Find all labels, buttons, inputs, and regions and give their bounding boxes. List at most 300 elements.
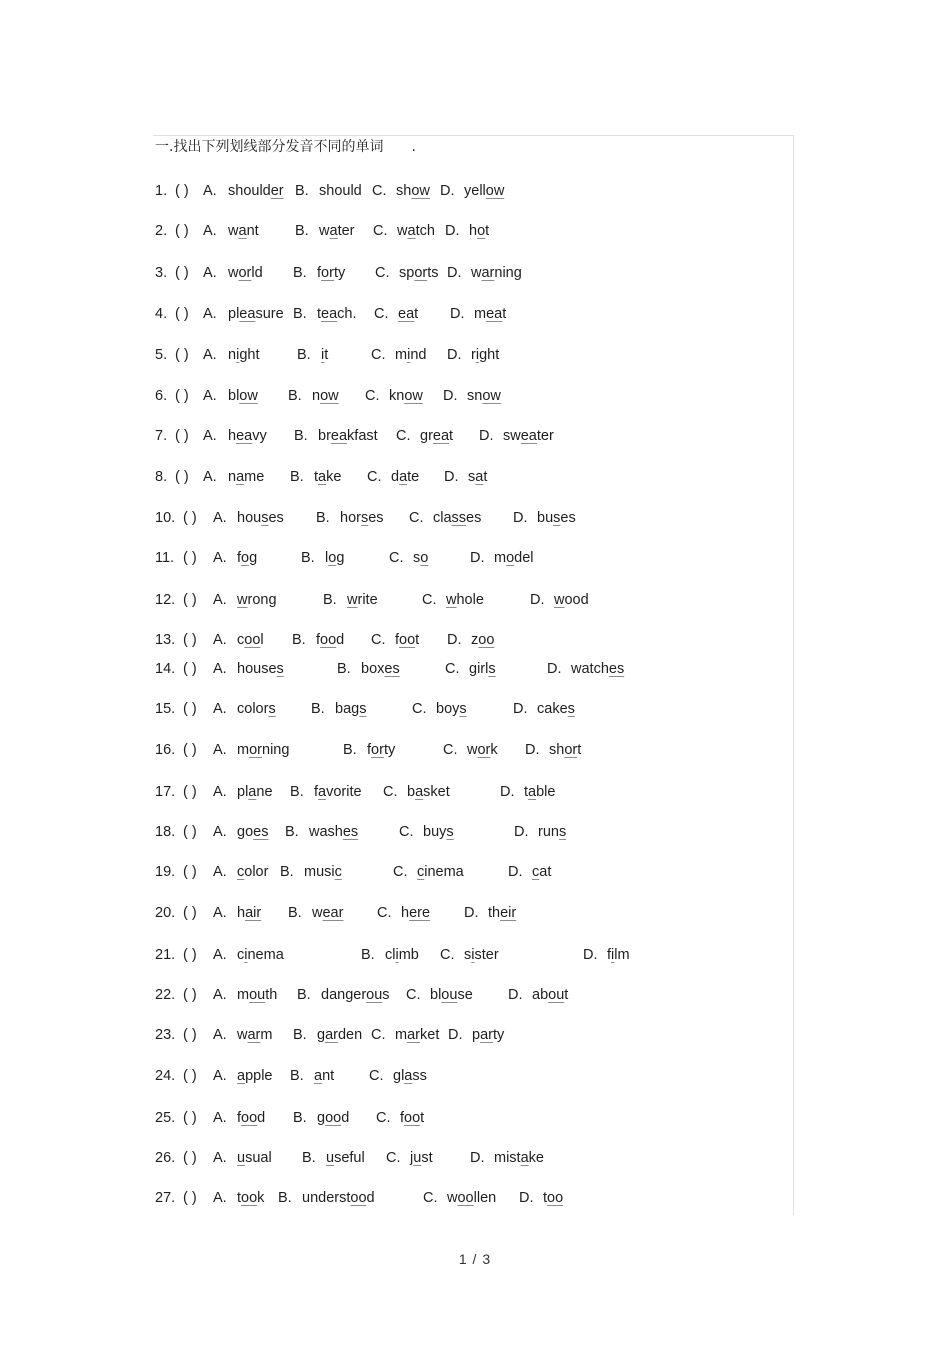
option-word bbox=[237, 985, 277, 1005]
word-part: d bbox=[366, 1190, 375, 1206]
option-letter: B. bbox=[301, 550, 315, 566]
underlined-part: u bbox=[326, 1150, 335, 1166]
option-word bbox=[319, 181, 362, 201]
answer-blank: ( ) bbox=[183, 784, 197, 800]
word-part: d bbox=[257, 1110, 266, 1126]
underlined-part: es bbox=[384, 661, 400, 677]
answer-blank: ( ) bbox=[183, 987, 197, 1003]
word-part: c bbox=[237, 947, 245, 963]
question-number: 27. bbox=[155, 1190, 176, 1206]
option-letter: C. bbox=[440, 947, 455, 963]
option-word bbox=[469, 221, 489, 241]
word-part: cake bbox=[537, 701, 568, 717]
section-heading bbox=[155, 138, 416, 156]
option-word bbox=[318, 426, 378, 446]
option-letter: C. bbox=[371, 632, 386, 648]
option-letter: D. bbox=[500, 784, 515, 800]
word-part: w bbox=[447, 1190, 458, 1206]
option-word bbox=[228, 181, 284, 201]
word-part: es bbox=[466, 510, 482, 526]
option-word bbox=[389, 386, 423, 406]
answer-blank: ( ) bbox=[175, 223, 189, 239]
option-letter: D. bbox=[525, 742, 540, 758]
option-letter: C. bbox=[389, 550, 404, 566]
option-letter: A. bbox=[213, 632, 227, 648]
word-part: ts bbox=[427, 265, 439, 281]
option-word bbox=[420, 426, 453, 446]
word-part: pl bbox=[228, 306, 240, 322]
underlined-part: or bbox=[414, 265, 428, 281]
underlined-part: c bbox=[417, 864, 425, 880]
option-letter: C. bbox=[367, 469, 382, 485]
option-word bbox=[317, 304, 357, 324]
option-letter: B. bbox=[297, 347, 311, 363]
option-word bbox=[237, 1148, 272, 1168]
option-letter: B. bbox=[293, 306, 307, 322]
word-part: ght bbox=[479, 347, 500, 363]
question-number: 17. bbox=[155, 784, 176, 800]
word-part: f bbox=[317, 265, 322, 281]
option-letter: C. bbox=[422, 592, 437, 608]
option-letter: D. bbox=[547, 661, 562, 677]
option-word bbox=[237, 822, 268, 842]
word-part: ter bbox=[337, 223, 355, 239]
option-letter: A. bbox=[213, 592, 227, 608]
word-part: cla bbox=[433, 510, 452, 526]
underlined-part: s bbox=[553, 510, 561, 526]
option-word bbox=[237, 782, 273, 802]
word-part: cl bbox=[385, 947, 396, 963]
underlined-part: i bbox=[395, 947, 399, 963]
option-word bbox=[385, 945, 419, 965]
word-part: w bbox=[471, 265, 482, 281]
word-part: es bbox=[560, 510, 576, 526]
word-part: n bbox=[228, 469, 237, 485]
word-part: s bbox=[468, 469, 476, 485]
word-part: t bbox=[483, 469, 488, 485]
underlined-part: eir bbox=[500, 905, 517, 921]
underlined-part: a bbox=[407, 223, 416, 239]
option-word bbox=[325, 548, 344, 568]
word-part: sw bbox=[503, 428, 521, 444]
underlined-part: a bbox=[236, 469, 245, 485]
word-part: sh bbox=[549, 742, 565, 758]
word-part: n bbox=[228, 347, 237, 363]
underlined-part: i bbox=[611, 947, 615, 963]
answer-blank: ( ) bbox=[183, 661, 197, 677]
underlined-part: ou bbox=[441, 987, 458, 1003]
answer-blank: ( ) bbox=[183, 1068, 197, 1084]
underlined-part: a bbox=[329, 223, 338, 239]
underlined-part: i bbox=[475, 347, 480, 363]
option-word bbox=[413, 548, 428, 568]
word-part: t bbox=[414, 306, 419, 322]
option-word bbox=[321, 345, 328, 365]
option-word bbox=[469, 659, 496, 679]
answer-blank: ( ) bbox=[183, 947, 197, 963]
option-letter: A. bbox=[213, 1190, 227, 1206]
word-part: del bbox=[514, 550, 534, 566]
underlined-part: a bbox=[404, 1068, 413, 1084]
answer-blank: ( ) bbox=[183, 1110, 197, 1126]
option-word bbox=[524, 782, 555, 802]
answer-blank: ( ) bbox=[175, 306, 189, 322]
word-part: st bbox=[421, 1150, 433, 1166]
word-part: hole bbox=[456, 592, 484, 608]
word-part: g bbox=[317, 1110, 326, 1126]
word-part: th bbox=[488, 905, 501, 921]
word-part: w bbox=[319, 223, 330, 239]
underlined-part: i bbox=[236, 347, 240, 363]
option-word bbox=[554, 590, 589, 610]
word-part: d bbox=[336, 632, 345, 648]
option-word bbox=[361, 659, 400, 679]
question-number: 13. bbox=[155, 632, 176, 648]
underlined-part: ear bbox=[322, 905, 344, 921]
underlined-part: a bbox=[248, 784, 257, 800]
word-part: w bbox=[312, 905, 323, 921]
option-word bbox=[543, 1188, 563, 1208]
option-word bbox=[367, 740, 395, 760]
option-word bbox=[237, 548, 257, 568]
option-word bbox=[228, 263, 263, 283]
underlined-part: oo bbox=[457, 1190, 474, 1206]
underlined-part: oo bbox=[320, 632, 337, 648]
word-part: buy bbox=[423, 824, 447, 840]
underlined-part: ea bbox=[432, 428, 450, 444]
word-part: ble bbox=[536, 784, 556, 800]
option-letter: A. bbox=[213, 1068, 227, 1084]
word-part: t bbox=[237, 1190, 242, 1206]
option-word bbox=[237, 903, 261, 923]
option-letter: D. bbox=[514, 824, 529, 840]
option-word bbox=[228, 467, 264, 487]
word-part: ty bbox=[333, 265, 346, 281]
option-word bbox=[607, 945, 630, 965]
option-word bbox=[532, 985, 568, 1005]
underlined-part: ea bbox=[398, 306, 415, 322]
underlined-part: or bbox=[321, 265, 334, 281]
option-word bbox=[228, 221, 259, 241]
option-letter: B. bbox=[290, 469, 304, 485]
word-part: t bbox=[324, 347, 329, 363]
word-part: wash bbox=[309, 824, 343, 840]
option-letter: B. bbox=[295, 223, 309, 239]
option-letter: A. bbox=[213, 1027, 227, 1043]
underlined-part: ea bbox=[520, 428, 537, 444]
option-word bbox=[228, 386, 258, 406]
underlined-part: or bbox=[238, 265, 252, 281]
option-letter: C. bbox=[445, 661, 460, 677]
word-part: f bbox=[237, 1110, 242, 1126]
question-number: 12. bbox=[155, 592, 176, 608]
underlined-part: ow bbox=[482, 388, 501, 404]
option-letter: C. bbox=[371, 347, 386, 363]
option-letter: C. bbox=[399, 824, 414, 840]
option-word bbox=[228, 426, 267, 446]
underlined-part: o bbox=[477, 223, 486, 239]
answer-blank: ( ) bbox=[183, 701, 197, 717]
option-letter: A. bbox=[203, 306, 217, 322]
underlined-part: ea bbox=[236, 428, 253, 444]
option-word bbox=[467, 386, 501, 406]
option-word bbox=[471, 630, 494, 650]
option-letter: B. bbox=[295, 183, 309, 199]
word-part: den bbox=[337, 1027, 363, 1043]
option-letter: D. bbox=[513, 701, 528, 717]
option-letter: B. bbox=[316, 510, 330, 526]
word-part: kn bbox=[389, 388, 405, 404]
option-letter: D. bbox=[447, 632, 462, 648]
option-word bbox=[436, 699, 467, 719]
section-title-dot: . bbox=[411, 139, 416, 155]
underlined-part: w bbox=[347, 592, 358, 608]
word-part: h bbox=[469, 223, 478, 239]
question-number: 5. bbox=[155, 347, 168, 363]
underlined-part: oo bbox=[350, 1190, 367, 1206]
option-letter: D. bbox=[443, 388, 458, 404]
word-part: go bbox=[237, 824, 254, 840]
option-word bbox=[237, 590, 277, 610]
option-word bbox=[395, 345, 426, 365]
option-letter: D. bbox=[447, 347, 462, 363]
word-part: c bbox=[237, 632, 245, 648]
word-part: tch bbox=[415, 223, 435, 239]
word-part: olor bbox=[244, 864, 269, 880]
option-word bbox=[395, 1025, 439, 1045]
option-word bbox=[391, 467, 419, 487]
word-part: ch. bbox=[337, 306, 357, 322]
option-word bbox=[447, 1188, 496, 1208]
underlined-part: oo bbox=[241, 1110, 258, 1126]
option-letter: D. bbox=[583, 947, 598, 963]
underlined-part: a bbox=[237, 1068, 246, 1084]
word-part: ty bbox=[383, 742, 396, 758]
option-letter: D. bbox=[508, 864, 523, 880]
option-word bbox=[237, 740, 289, 760]
word-part: t bbox=[564, 987, 569, 1003]
option-word bbox=[347, 590, 378, 610]
option-word bbox=[532, 862, 551, 882]
option-word bbox=[237, 1188, 264, 1208]
word-part: hou bbox=[237, 510, 262, 526]
option-letter: B. bbox=[293, 1110, 307, 1126]
option-word bbox=[237, 659, 284, 679]
word-part: sp bbox=[399, 265, 415, 281]
underlined-part: ea bbox=[486, 306, 503, 322]
underlined-part: or bbox=[249, 742, 262, 758]
underlined-part: ea bbox=[239, 306, 256, 322]
option-letter: B. bbox=[288, 905, 302, 921]
word-part: g bbox=[249, 550, 258, 566]
word-part: should bbox=[228, 183, 271, 199]
option-letter: B. bbox=[361, 947, 375, 963]
option-word bbox=[488, 903, 516, 923]
option-letter: B. bbox=[302, 1150, 316, 1166]
option-letter: B. bbox=[292, 632, 306, 648]
word-part: musi bbox=[304, 864, 335, 880]
answer-blank: ( ) bbox=[175, 428, 189, 444]
option-letter: C. bbox=[372, 183, 387, 199]
option-word bbox=[302, 1188, 375, 1208]
underlined-part: s bbox=[276, 661, 284, 677]
option-letter: C. bbox=[396, 428, 411, 444]
word-part: t bbox=[314, 469, 319, 485]
word-part: ght bbox=[239, 347, 260, 363]
word-part: llen bbox=[473, 1190, 497, 1206]
option-letter: C. bbox=[377, 905, 392, 921]
underlined-part: a bbox=[520, 1150, 529, 1166]
option-word bbox=[340, 508, 384, 528]
answer-blank: ( ) bbox=[183, 1150, 197, 1166]
option-word bbox=[326, 1148, 365, 1168]
word-part: bag bbox=[335, 701, 360, 717]
underlined-part: s bbox=[488, 661, 496, 677]
option-letter: B. bbox=[285, 824, 299, 840]
word-part: rong bbox=[247, 592, 277, 608]
word-part: sual bbox=[245, 1150, 272, 1166]
word-part: me bbox=[244, 469, 265, 485]
underlined-part: a bbox=[238, 223, 247, 239]
underlined-part: ou bbox=[548, 987, 565, 1003]
option-letter: A. bbox=[213, 661, 227, 677]
option-letter: A. bbox=[213, 905, 227, 921]
word-part: ning bbox=[494, 265, 522, 281]
word-part: watch bbox=[571, 661, 609, 677]
underlined-part: o bbox=[506, 550, 515, 566]
option-word bbox=[396, 181, 430, 201]
word-part: ne bbox=[256, 784, 273, 800]
word-part: r bbox=[471, 347, 476, 363]
option-letter: C. bbox=[406, 987, 421, 1003]
option-letter: D. bbox=[470, 550, 485, 566]
word-part: inema bbox=[424, 864, 464, 880]
option-letter: C. bbox=[369, 1068, 384, 1084]
option-letter: A. bbox=[213, 510, 227, 526]
underlined-part: es bbox=[608, 661, 625, 677]
question-number: 15. bbox=[155, 701, 176, 717]
underlined-part: ow bbox=[485, 183, 505, 199]
underlined-part: o bbox=[328, 550, 337, 566]
option-word bbox=[494, 548, 534, 568]
word-part: ty bbox=[492, 1027, 505, 1043]
underlined-part: u bbox=[237, 1150, 246, 1166]
underlined-part: w bbox=[446, 592, 457, 608]
option-word bbox=[393, 1066, 427, 1086]
option-letter: A. bbox=[213, 550, 227, 566]
option-letter: C. bbox=[365, 388, 380, 404]
word-part: f bbox=[395, 632, 400, 648]
word-part: t bbox=[317, 306, 322, 322]
question-number: 6. bbox=[155, 388, 168, 404]
option-word bbox=[430, 985, 473, 1005]
word-part: mist bbox=[494, 1150, 521, 1166]
word-part: f bbox=[400, 1110, 405, 1126]
underlined-part: oo bbox=[241, 1190, 258, 1206]
word-part: es bbox=[268, 510, 284, 526]
option-word bbox=[401, 903, 430, 923]
word-part: m bbox=[494, 550, 507, 566]
option-word bbox=[228, 345, 259, 365]
word-part: hor bbox=[340, 510, 361, 526]
underlined-part: ou bbox=[366, 987, 383, 1003]
word-part: z bbox=[471, 632, 479, 648]
word-part: vy bbox=[252, 428, 267, 444]
option-word bbox=[335, 699, 366, 719]
word-part: te bbox=[407, 469, 420, 485]
option-word bbox=[395, 630, 419, 650]
word-part: bl bbox=[228, 388, 240, 404]
option-word bbox=[237, 630, 264, 650]
option-letter: B. bbox=[290, 784, 304, 800]
underlined-part: s bbox=[261, 510, 269, 526]
underlined-part: c bbox=[237, 864, 245, 880]
word-part: w bbox=[467, 742, 478, 758]
underlined-part: or bbox=[371, 742, 384, 758]
underlined-part: ow bbox=[320, 388, 339, 404]
option-letter: D. bbox=[470, 1150, 485, 1166]
word-part: m bbox=[395, 347, 408, 363]
option-word bbox=[237, 862, 268, 882]
option-word bbox=[237, 508, 284, 528]
word-part: pl bbox=[237, 784, 249, 800]
option-letter: D. bbox=[448, 1027, 463, 1043]
word-part: seful bbox=[334, 1150, 365, 1166]
word-part: m bbox=[474, 306, 487, 322]
word-part: h bbox=[401, 905, 410, 921]
option-letter: B. bbox=[337, 661, 351, 677]
underlined-part: oo bbox=[404, 1110, 421, 1126]
question-number: 24. bbox=[155, 1068, 176, 1084]
word-part: boy bbox=[436, 701, 460, 717]
word-part: k bbox=[490, 742, 498, 758]
option-letter: C. bbox=[383, 784, 398, 800]
word-part: g bbox=[336, 550, 345, 566]
question-number: 26. bbox=[155, 1150, 176, 1166]
underlined-part: ere bbox=[409, 905, 431, 921]
option-word bbox=[319, 221, 354, 241]
option-word bbox=[471, 263, 522, 283]
word-part: danger bbox=[321, 987, 367, 1003]
underlined-part: s bbox=[268, 701, 276, 717]
option-word bbox=[228, 304, 284, 324]
question-number: 25. bbox=[155, 1110, 176, 1126]
option-word bbox=[317, 263, 345, 283]
word-part: es bbox=[368, 510, 384, 526]
underlined-part: a bbox=[475, 469, 484, 485]
answer-blank: ( ) bbox=[175, 469, 189, 485]
word-part: yell bbox=[464, 183, 486, 199]
option-word bbox=[472, 1025, 504, 1045]
underlined-part: a bbox=[415, 784, 424, 800]
word-part: mb bbox=[398, 947, 419, 963]
word-part: ket bbox=[420, 1027, 440, 1043]
option-letter: C. bbox=[393, 864, 408, 880]
word-part: underst bbox=[302, 1190, 351, 1206]
option-word bbox=[237, 945, 284, 965]
option-letter: D. bbox=[447, 265, 462, 281]
underlined-part: w bbox=[554, 592, 565, 608]
word-part: br bbox=[318, 428, 331, 444]
option-letter: B. bbox=[311, 701, 325, 717]
question-number: 19. bbox=[155, 864, 176, 880]
word-part: t bbox=[420, 1110, 425, 1126]
word-part: s bbox=[382, 987, 390, 1003]
option-letter: A. bbox=[203, 265, 217, 281]
word-part: girl bbox=[469, 661, 489, 677]
option-letter: B. bbox=[293, 1027, 307, 1043]
option-word bbox=[423, 822, 454, 842]
